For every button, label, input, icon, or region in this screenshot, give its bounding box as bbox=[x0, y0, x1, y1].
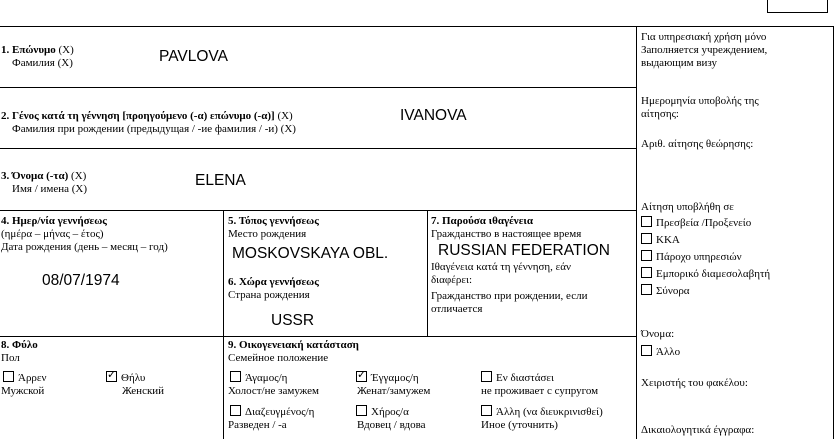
row-divider-3 bbox=[0, 210, 636, 211]
field7-label-ru: Гражданство в настоящее время bbox=[431, 228, 582, 240]
field5-label-gr: 5. Τόπος γεννήσεως bbox=[228, 215, 319, 227]
field3-label-gr: 3. Όνομα (-τα) (X) bbox=[1, 170, 87, 182]
field2-value[interactable]: IVANOVA bbox=[400, 107, 467, 124]
field7-sub-ru-1: Гражданство при рождении, если bbox=[431, 290, 588, 302]
border-option[interactable]: Σύνορα bbox=[641, 284, 770, 298]
embassy-checkbox[interactable] bbox=[641, 216, 652, 227]
field7-label-gr: 7. Παρούσα ιθαγένεια bbox=[431, 215, 533, 227]
field9-label-gr: 9. Οικογενειακή κατάσταση bbox=[228, 339, 359, 351]
photo-box-edge bbox=[767, 0, 828, 13]
field7-sub-ru-2: отличается bbox=[431, 303, 483, 315]
female-checkbox[interactable] bbox=[106, 371, 117, 382]
case-handler-label: Χειριστής του φακέλου: bbox=[641, 377, 748, 389]
other-status-checkbox[interactable] bbox=[481, 405, 492, 416]
name-label: Όνομα: bbox=[641, 328, 675, 340]
field6-label-ru: Страна рождения bbox=[228, 289, 310, 301]
submission-date-label: Ημερομηνία υποβολής της αίτησης: bbox=[641, 95, 759, 120]
status-other-option[interactable]: Άλλη (να διευκρινισθεί) bbox=[481, 405, 603, 419]
frame-right bbox=[833, 26, 834, 439]
field2-label-ru: Фамилия при рождении (предыдущая / -ие фамилия / -и) (X) bbox=[12, 123, 296, 135]
sidebar-divider bbox=[636, 26, 637, 439]
field4-label-gr-sub: (ημέρα – μήνας – έτος) bbox=[1, 228, 104, 240]
official-use-label: Για υπηρεσιακή χρήση μόνο Заполняется учреждением, выдающим визу bbox=[641, 31, 768, 69]
field3-value[interactable]: ELENA bbox=[195, 172, 246, 189]
sex-female-option[interactable]: ✓Θήλυ bbox=[106, 371, 145, 385]
border-checkbox[interactable] bbox=[641, 284, 652, 295]
field9-label-ru: Семейное положение bbox=[228, 352, 329, 364]
commercial-intermediary-option[interactable]: Εμπορικό διαμεσολαβητή bbox=[641, 267, 770, 281]
status-married-ru: Женат/замужем bbox=[357, 385, 431, 397]
male-checkbox[interactable] bbox=[3, 371, 14, 382]
sex-female-ru: Женский bbox=[122, 385, 165, 397]
field4-label-ru: Дата рождения (день – месяц – год) bbox=[1, 241, 168, 253]
status-separated-ru: не проживает с супругом bbox=[481, 385, 599, 397]
other-checkbox[interactable] bbox=[641, 345, 652, 356]
field6-label-gr: 6. Χώρα γεννήσεως bbox=[228, 276, 319, 288]
sex-male-option[interactable]: Άρρεν bbox=[3, 371, 47, 385]
service-provider-option[interactable]: Πάροχο υπηρεσιών bbox=[641, 250, 770, 264]
field1-label-gr: 1. Επώνυμο (X) bbox=[1, 44, 74, 56]
status-widowed-option[interactable]: Χήρος/α bbox=[356, 405, 409, 419]
commercial-intermediary-checkbox[interactable] bbox=[641, 267, 652, 278]
submitted-at-options bbox=[641, 216, 770, 301]
field7-sub-gr-1: Ιθαγένεια κατά τη γέννηση, εάν bbox=[431, 261, 572, 273]
other-option[interactable]: Άλλο bbox=[641, 345, 680, 359]
col-divider-1 bbox=[223, 210, 224, 439]
field8-label-gr: 8. Φύλο bbox=[1, 339, 38, 351]
field5-label-ru: Место рождения bbox=[228, 228, 307, 240]
field8-label-ru: Пол bbox=[1, 352, 20, 364]
field6-value[interactable]: USSR bbox=[271, 312, 315, 329]
separated-checkbox[interactable] bbox=[481, 371, 492, 382]
row-divider-4 bbox=[0, 336, 636, 337]
frame-top bbox=[0, 26, 833, 27]
field2-label-gr: 2. Γένος κατά τη γέννηση [προηγούμενο (-α) επώνυμο (-α)] (X) bbox=[1, 110, 293, 122]
field7-sub-gr-2: διαφέρει: bbox=[431, 274, 472, 286]
status-single-option[interactable]: Άγαμος/η bbox=[230, 371, 287, 385]
row-divider-2 bbox=[0, 148, 636, 149]
status-other-ru: Иное (уточнить) bbox=[481, 419, 558, 431]
status-widowed-ru: Вдовец / вдова bbox=[357, 419, 426, 431]
field1-value[interactable]: PAVLOVA bbox=[159, 48, 228, 65]
field3-label-ru: Имя / имена (X) bbox=[12, 183, 88, 195]
married-checkbox[interactable] bbox=[356, 371, 367, 382]
field4-label-gr: 4. Ημερ/νία γεννήσεως bbox=[1, 215, 107, 227]
divorced-checkbox[interactable] bbox=[230, 405, 241, 416]
kka-option[interactable]: ΚΚΑ bbox=[641, 233, 770, 247]
embassy-option[interactable]: Πρεσβεία /Προξενείο bbox=[641, 216, 770, 230]
kka-checkbox[interactable] bbox=[641, 233, 652, 244]
status-divorced-option[interactable]: Διαζευγμένος/η bbox=[230, 405, 314, 419]
field1-label-ru: Фамилия (X) bbox=[12, 57, 73, 69]
row-divider-1 bbox=[0, 87, 636, 88]
single-checkbox[interactable] bbox=[230, 371, 241, 382]
status-single-ru: Холост/не замужем bbox=[228, 385, 319, 397]
widowed-checkbox[interactable] bbox=[356, 405, 367, 416]
status-married-option[interactable]: ✓Έγγαμος/η bbox=[356, 371, 419, 385]
application-number-label: Αριθ. αίτησης θεώρησης: bbox=[641, 138, 754, 150]
service-provider-checkbox[interactable] bbox=[641, 250, 652, 261]
status-separated-option[interactable]: Εν διαστάσει bbox=[481, 371, 554, 385]
field7-value[interactable]: RUSSIAN FEDERATION bbox=[438, 242, 610, 259]
submitted-at-label: Αίτηση υποβλήθη σε bbox=[641, 201, 734, 213]
field4-value[interactable]: 08/07/1974 bbox=[42, 272, 120, 289]
supporting-documents-label: Δικαιολογητικά έγγραφα: bbox=[641, 424, 755, 436]
status-divorced-ru: Разведен / -а bbox=[228, 419, 287, 431]
field5-value[interactable]: MOSKOVSKAYA OBL. bbox=[232, 245, 389, 262]
sex-male-ru: Мужской bbox=[1, 385, 45, 397]
col-divider-2 bbox=[427, 210, 428, 336]
